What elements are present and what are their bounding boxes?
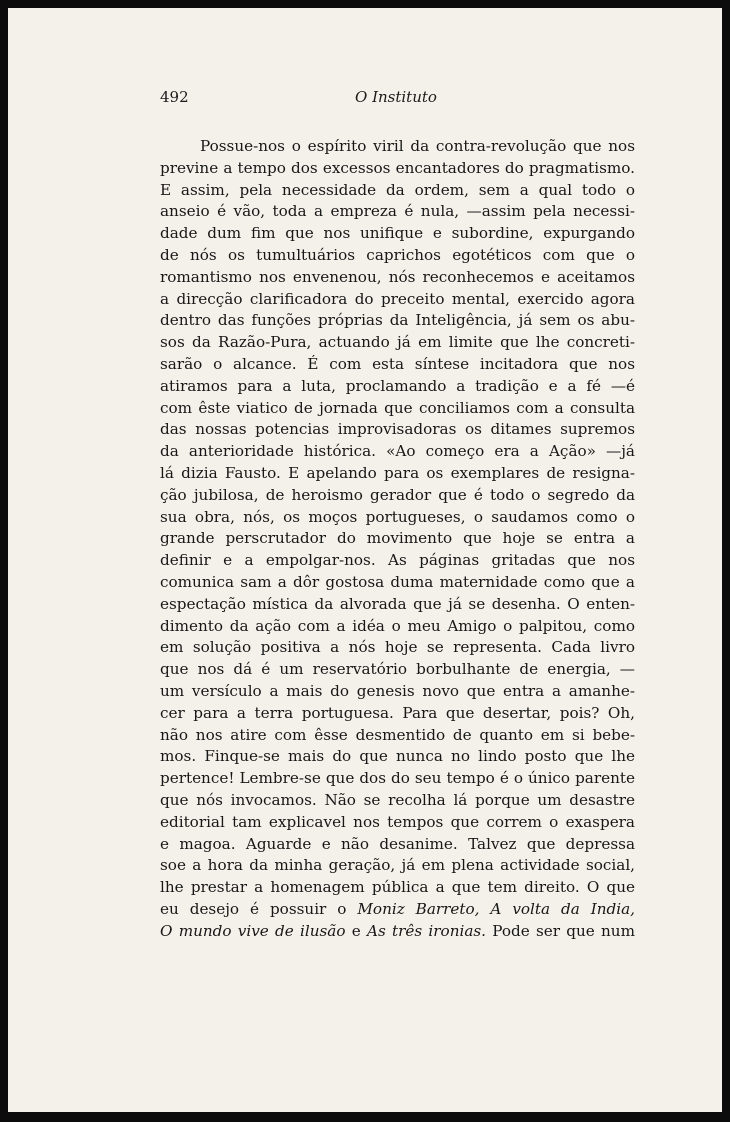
text-line: dimento da ação com a idéa o meu Amigo o palpitou, como (160, 616, 635, 635)
text-line: romantismo nos envenenou, nós reconhecemos e aceitamos (160, 267, 635, 286)
text-line: lá dizia Fausto. E apelando para os exemplares de resigna- (160, 463, 635, 482)
page-number: 492 (160, 88, 189, 106)
text-line: sua obra, nós, os moços portugueses, o saudamos como o (160, 507, 635, 526)
text-line: definir e a empolgar-nos. As páginas gritadas que nos (160, 551, 635, 570)
text-line: de nós os tumultuários caprichos egotéticos com que o (160, 245, 635, 264)
text-line: com êste viatico de jornada que conciliamos com a consulta (160, 398, 635, 417)
text-line: previne a tempo dos excessos encantadores do pragmatismo. (160, 158, 635, 177)
text-line: que nós invocamos. Não se recolha lá porque um desastre (160, 790, 635, 809)
text-line: dade dum fim que nos unifique e subordine, expurgando (160, 224, 635, 243)
text-line: a direcção clarificadora do preceito mental, exercido agora (160, 289, 635, 308)
text-run: eu desejo é possuir o (160, 899, 358, 918)
text-line: espectação mística da alvorada que já se desenha. O enten- (160, 594, 635, 613)
text-line: E assim, pela necessidade da ordem, sem a qual todo o (160, 180, 635, 199)
text-line: sos da Razão-Pura, actuando já em limite que lhe concreti- (160, 333, 635, 352)
book-page (8, 8, 722, 1112)
text-line: grande perscrutador do movimento que hoje se entra a (160, 529, 635, 548)
text-line: que nos dá é um reservatório borbulhante de energia, — (160, 660, 635, 679)
text-line: anseio é vão, toda a empreza é nula, —assim pela necessi- (160, 202, 635, 221)
book-title: As três ironias. (367, 921, 487, 940)
running-title: O Instituto (355, 88, 437, 106)
body-paragraph (160, 136, 635, 942)
text-line: ção jubilosa, de heroismo gerador que é todo o segredo da (160, 485, 635, 504)
page-header (160, 88, 635, 112)
book-title: O mundo vive de ilusão (160, 921, 346, 940)
book-title: Moniz Barreto, A volta da India, (357, 899, 635, 918)
text-line: das nossas potencias improvisadoras os ditames supremos (160, 420, 635, 439)
text-line: em solução positiva a nós hoje se representa. Cada livro (160, 638, 635, 657)
text-line: mos. Finque-se mais do que nunca no lindo posto que lhe (160, 747, 635, 766)
text-line: dentro das funções próprias da Inteligência, já sem os abu- (160, 311, 635, 330)
text-line (160, 899, 635, 921)
text-line: comunica sam a dôr gostosa duma maternidade como que a (160, 572, 635, 591)
text-run: e (345, 921, 368, 940)
text-line: Possue-nos o espírito viril da contra-revolução que nos (200, 137, 635, 155)
text-line: da anterioridade histórica. «Ao começo era a Ação» —já (160, 442, 635, 461)
text-line: não nos atire com êsse desmentido de quanto em si bebe- (160, 725, 635, 744)
text-line: lhe prestar a homenagem pública a que tem direito. O que (160, 878, 635, 897)
text-line: soe a hora da minha geração, já em plena actividade social, (160, 856, 635, 875)
text-line: sarão o alcance. É com esta síntese incitadora que nos (160, 354, 635, 373)
text-line: pertence! Lembre-se que dos do seu tempo é o único parente (160, 769, 635, 788)
text-line (160, 921, 635, 943)
text-line: editorial tam explicavel nos tempos que correm o exaspera (160, 812, 635, 831)
text-line: um versículo a mais do genesis novo que entra a amanhe- (160, 681, 635, 700)
text-line: cer para a terra portuguesa. Para que desertar, pois? Oh, (160, 703, 635, 722)
text-line: atiramos para a luta, proclamando a tradição e a fé —é (160, 376, 635, 395)
text-line: e magoa. Aguarde e não desanime. Talvez que depressa (160, 834, 635, 853)
text-run: Pode ser que num (486, 921, 635, 940)
